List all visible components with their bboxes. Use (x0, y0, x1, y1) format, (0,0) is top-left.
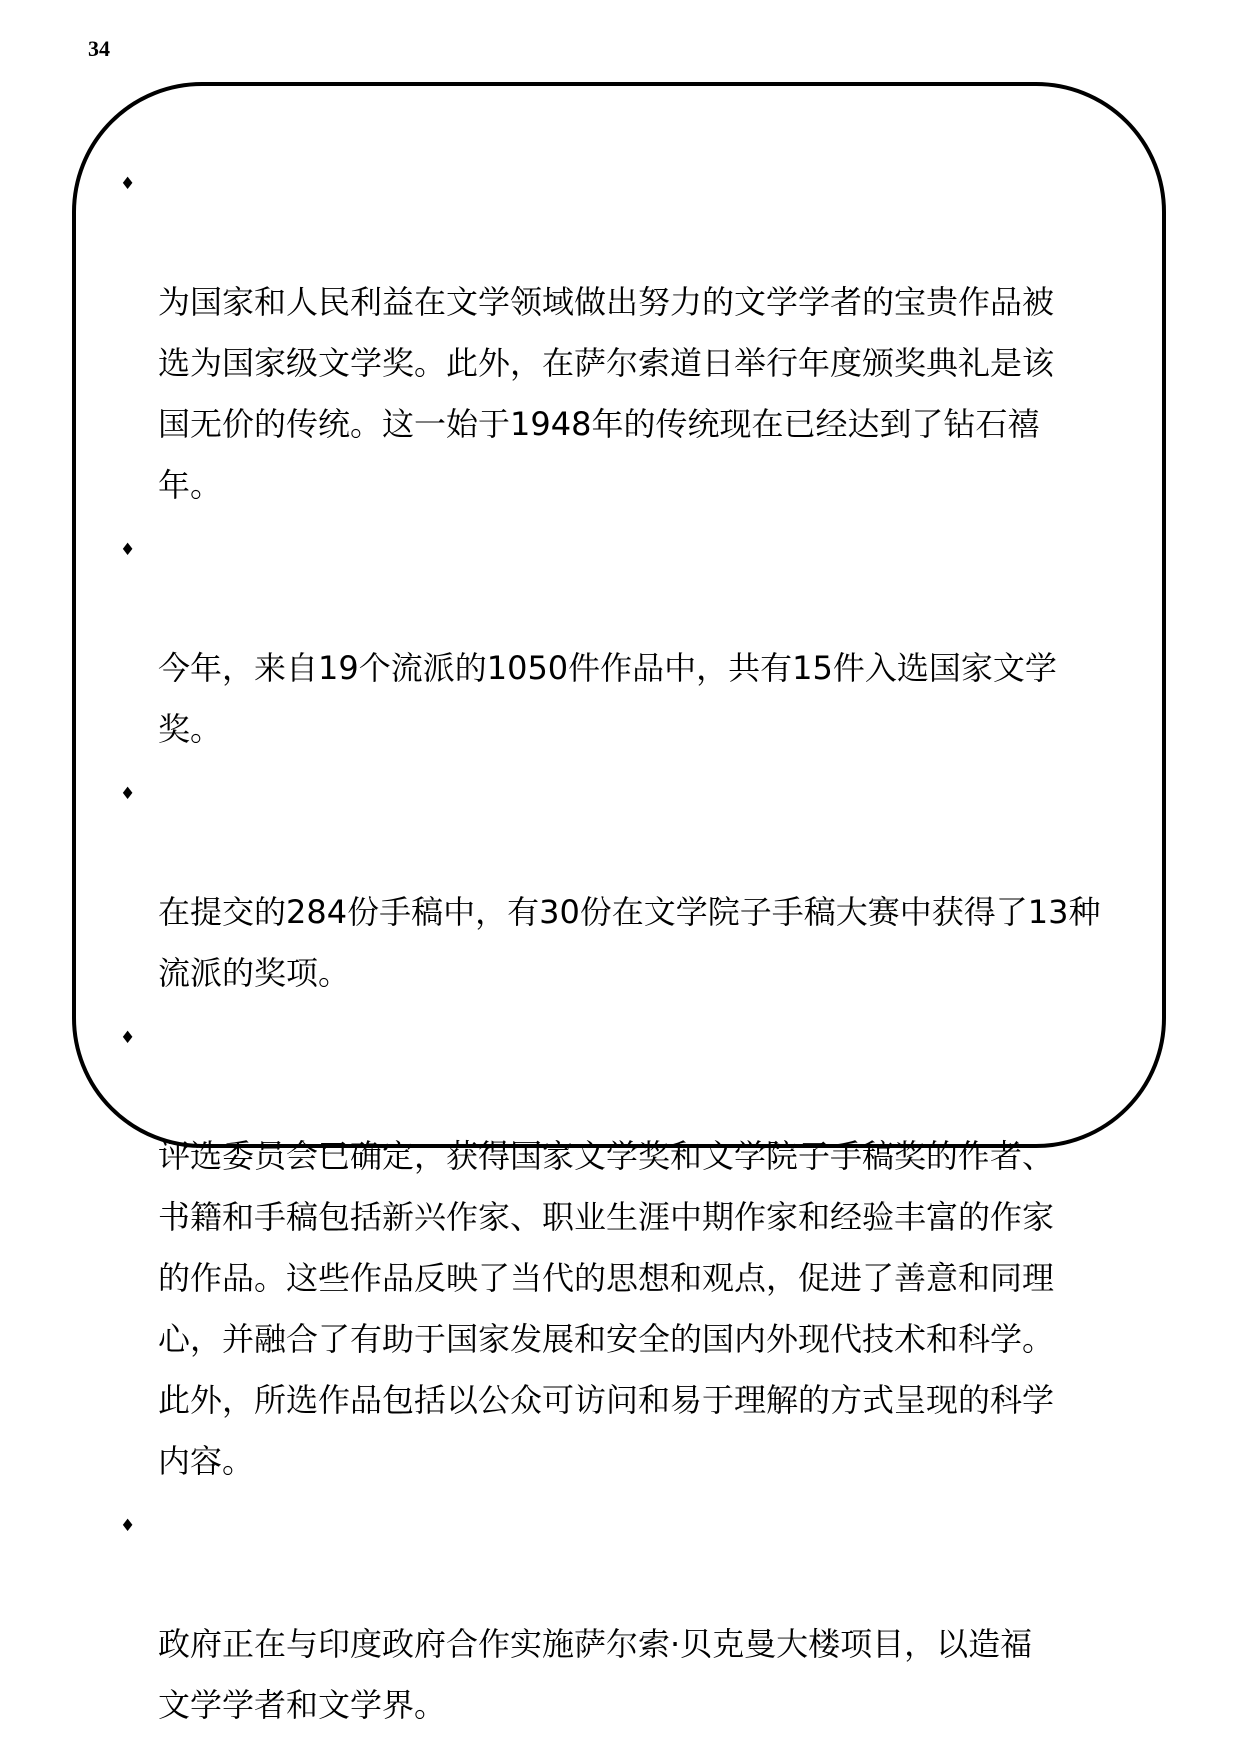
page-number: 34 (88, 36, 110, 61)
list-item-text: 今年，来自19个流派的1050件作品中，共有15件入选国家文学 奖。 (158, 649, 1057, 748)
list-item (120, 150, 1130, 516)
diamond-bullet-icon: ♦ (120, 1516, 136, 1536)
list-item-text: 在提交的284份手稿中，有30份在文学院子手稿大赛中获得了13种 流派的奖项。 (158, 893, 1101, 992)
list-item-text: 为国家和人民利益在文学领域做出努力的文学学者的宝贵作品被 选为国家级文学奖。此外，在萨尔索道日举行年度颁奖典礼是该 国无价的传统。这一始于1948年的传统现在已经达到了钻石禧 年。 (158, 283, 1055, 504)
list-item (120, 1004, 1130, 1492)
diamond-bullet-icon: ♦ (120, 174, 136, 194)
diamond-bullet-icon: ♦ (120, 540, 136, 560)
list-item-text: 政府正在与印度政府合作实施萨尔索·贝克曼大楼项目，以造福 文学学者和文学界。 (158, 1625, 1033, 1724)
diamond-bullet-icon: ♦ (120, 1028, 136, 1048)
diamond-bullet-icon: ♦ (120, 784, 136, 804)
list-item (120, 1492, 1130, 1736)
list-item (120, 760, 1130, 1004)
bullet-list (120, 150, 1130, 1736)
list-item-text: 评选委员会已确定，获得国家文学奖和文学院子手稿奖的作者、 书籍和手稿包括新兴作家、职业生涯中期作家和经验丰富的作家 的作品。这些作品反映了当代的思想和观点，促进了善意和同理 心，并融合了有助于国家发展和安全的国内外现代技术和科学。 此外，所选作品包括以公众可访问和易于理解的方式呈现的科学 内容。 (158, 1137, 1055, 1480)
list-item (120, 516, 1130, 760)
